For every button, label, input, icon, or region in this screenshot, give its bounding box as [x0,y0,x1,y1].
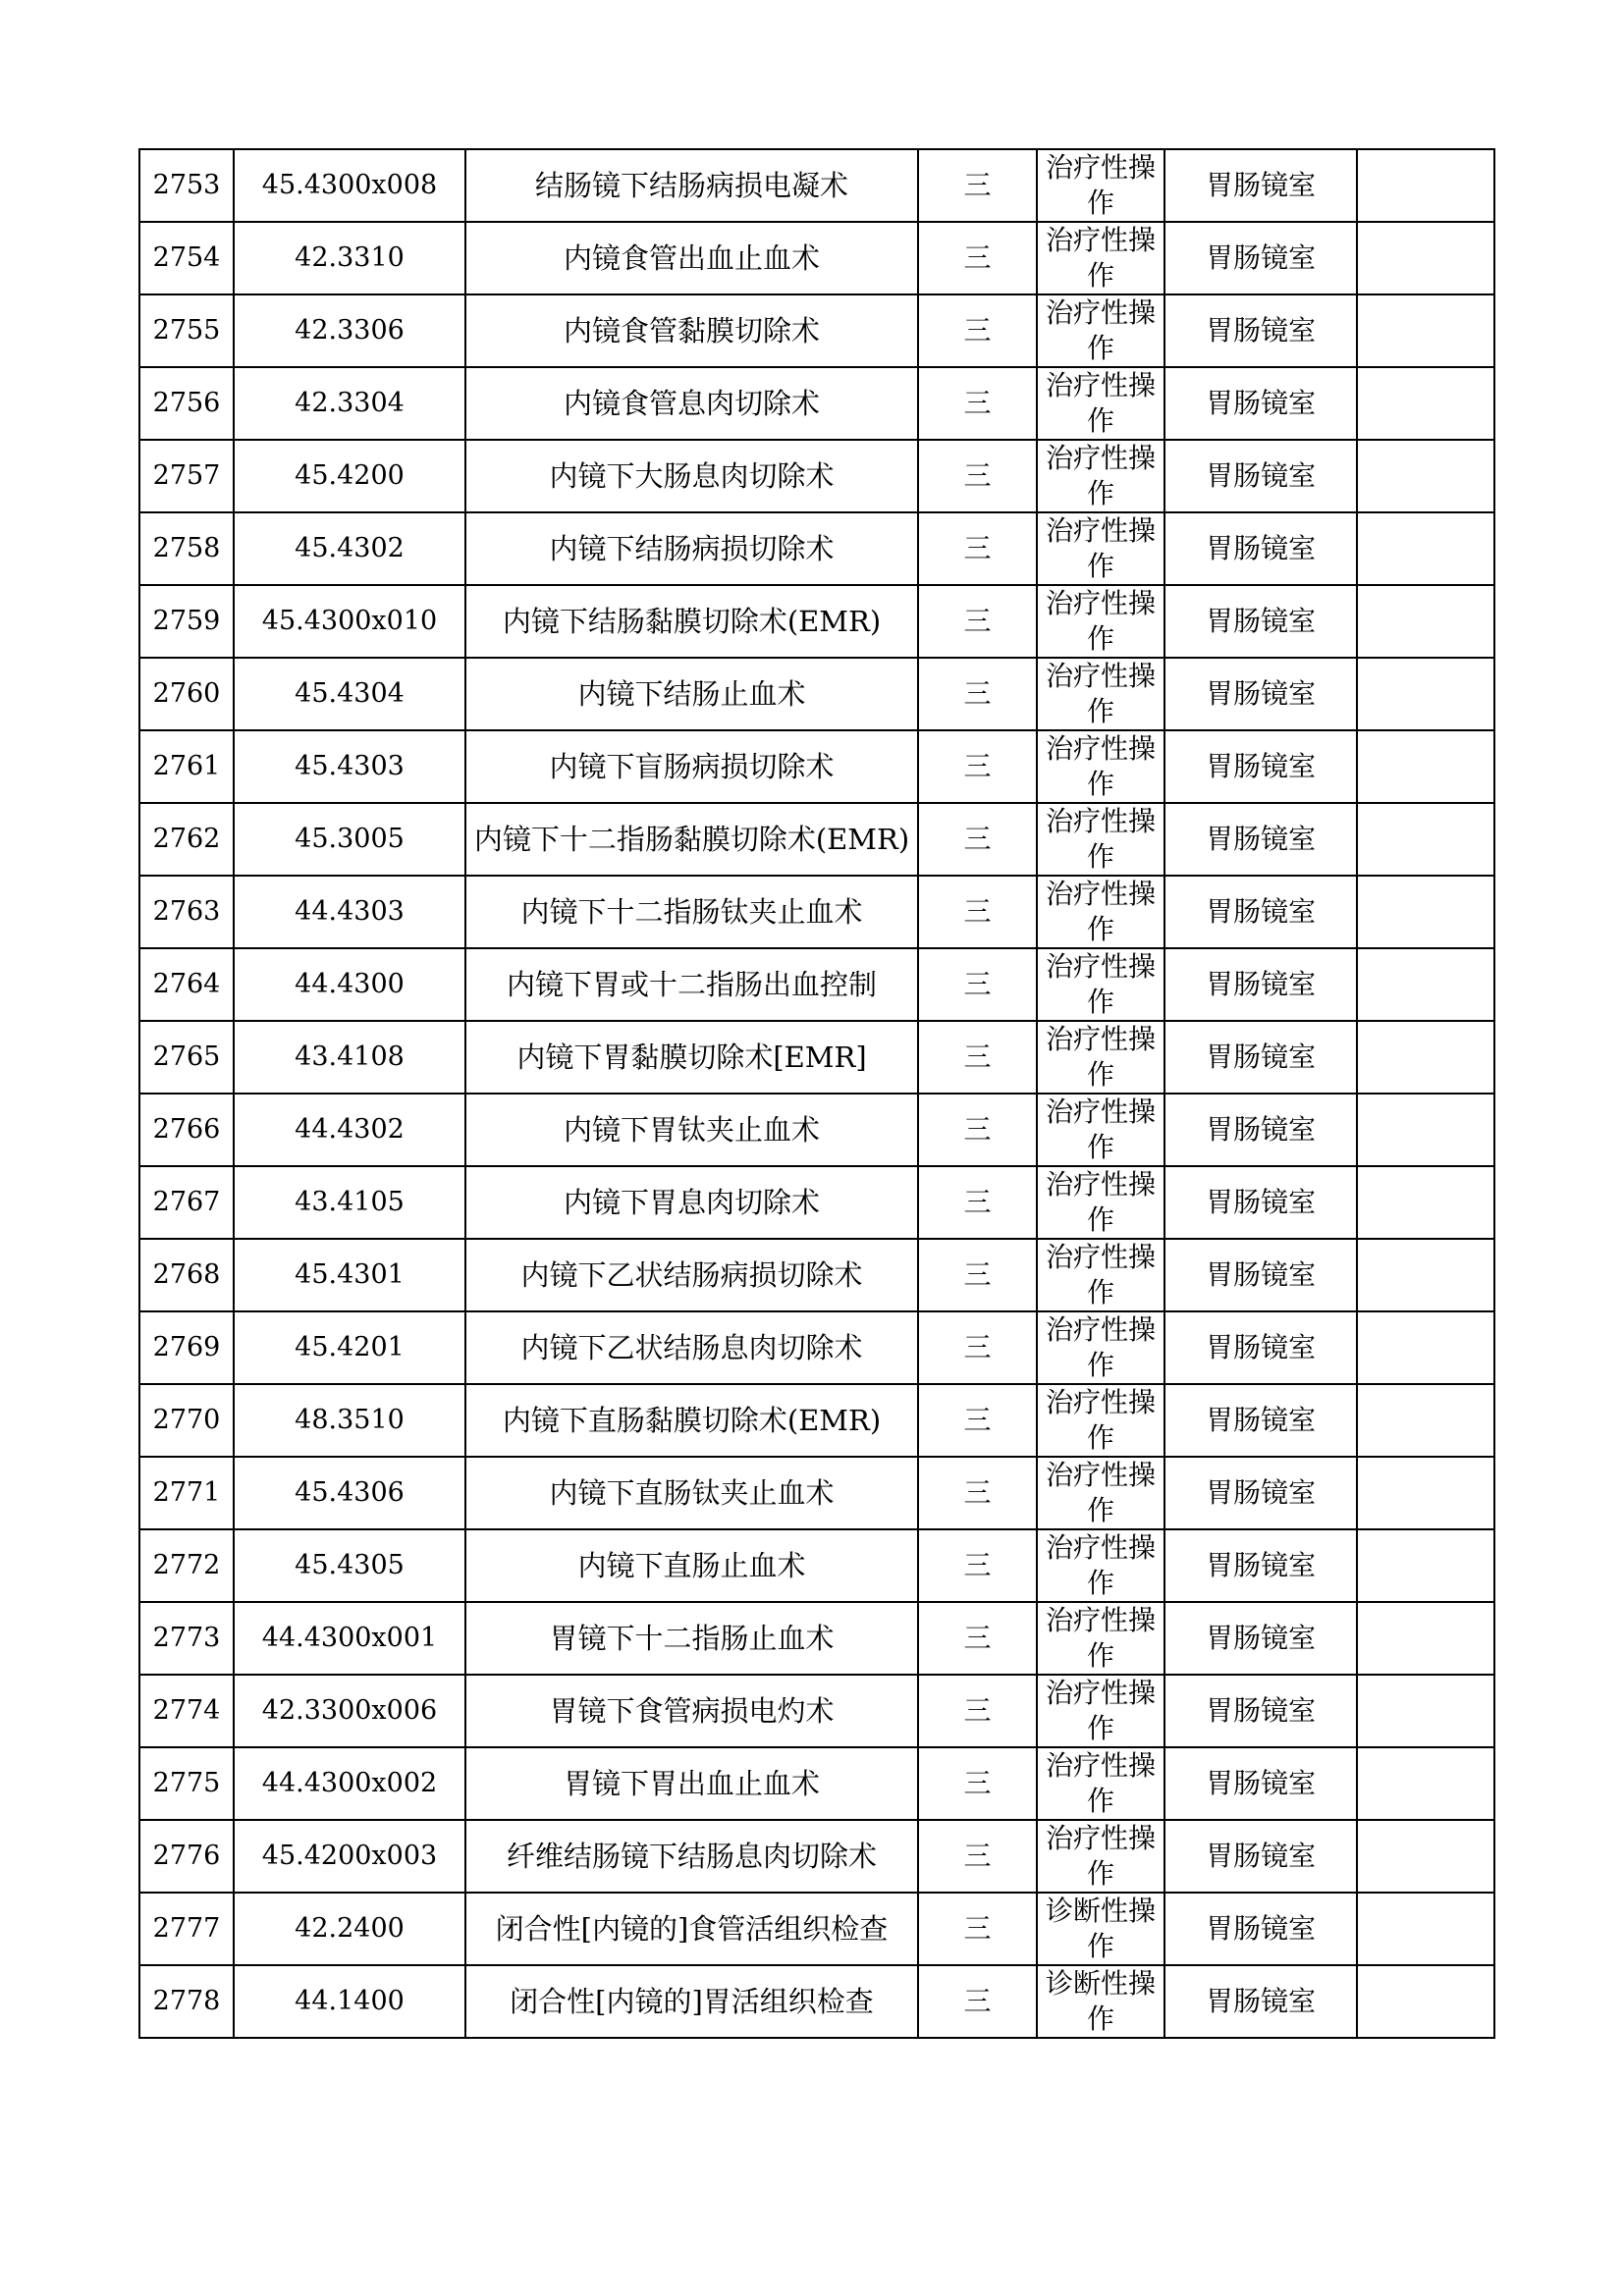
procedure-name-cell: 内镜下胃或十二指肠出血控制 [465,948,918,1021]
procedure-code-cell: 44.4300 [234,948,465,1021]
department-cell: 胃肠镜室 [1164,1457,1357,1529]
row-number-cell: 2773 [139,1602,234,1675]
procedure-code-cell: 45.4303 [234,730,465,803]
procedure-category-cell: 治疗性操作 [1037,948,1164,1021]
department-cell: 胃肠镜室 [1164,1021,1357,1094]
remark-cell [1357,1094,1494,1166]
table-row [139,1094,1494,1166]
procedure-category-cell: 治疗性操作 [1037,367,1164,440]
department-cell: 胃肠镜室 [1164,803,1357,876]
procedure-name-cell: 胃镜下食管病损电灼术 [465,1675,918,1747]
remark-cell [1357,1747,1494,1820]
row-number-cell: 2755 [139,294,234,367]
procedure-grade-cell: 三 [918,1311,1037,1384]
remark-cell [1357,803,1494,876]
procedure-name-cell: 内镜下胃黏膜切除术[EMR] [465,1021,918,1094]
procedure-code-cell: 45.4306 [234,1457,465,1529]
department-cell: 胃肠镜室 [1164,658,1357,730]
table-row [139,1457,1494,1529]
procedure-grade-cell: 三 [918,1021,1037,1094]
procedure-grade-cell: 三 [918,1820,1037,1893]
department-cell: 胃肠镜室 [1164,1747,1357,1820]
remark-cell [1357,1893,1494,1965]
procedure-name-cell: 内镜下乙状结肠息肉切除术 [465,1311,918,1384]
procedure-category-cell: 治疗性操作 [1037,1457,1164,1529]
procedure-code-cell: 45.3005 [234,803,465,876]
procedure-category-cell: 治疗性操作 [1037,658,1164,730]
remark-cell [1357,876,1494,948]
procedure-code-cell: 45.4302 [234,512,465,585]
procedure-grade-cell: 三 [918,658,1037,730]
department-cell: 胃肠镜室 [1164,1820,1357,1893]
procedure-grade-cell: 三 [918,222,1037,294]
procedure-grade-cell: 三 [918,1166,1037,1239]
remark-cell [1357,1820,1494,1893]
department-cell: 胃肠镜室 [1164,1529,1357,1602]
procedure-grade-cell: 三 [918,1893,1037,1965]
table-body [139,149,1494,2038]
procedure-code-cell: 42.2400 [234,1893,465,1965]
procedure-code-cell: 44.4300x002 [234,1747,465,1820]
table-row [139,1602,1494,1675]
procedure-grade-cell: 三 [918,585,1037,658]
table-row [139,512,1494,585]
procedure-code-cell: 44.4303 [234,876,465,948]
table-row [139,1893,1494,1965]
row-number-cell: 2762 [139,803,234,876]
department-cell: 胃肠镜室 [1164,1965,1357,2038]
row-number-cell: 2769 [139,1311,234,1384]
table-row [139,440,1494,512]
procedure-code-cell: 44.1400 [234,1965,465,2038]
row-number-cell: 2775 [139,1747,234,1820]
procedure-name-cell: 内镜下胃钛夹止血术 [465,1094,918,1166]
remark-cell [1357,1384,1494,1457]
procedure-name-cell: 内镜下胃息肉切除术 [465,1166,918,1239]
table-row [139,294,1494,367]
procedure-code-cell: 42.3304 [234,367,465,440]
procedure-code-cell: 44.4300x001 [234,1602,465,1675]
table-row [139,876,1494,948]
procedure-category-cell: 治疗性操作 [1037,222,1164,294]
row-number-cell: 2754 [139,222,234,294]
table-row [139,1239,1494,1311]
table-row [139,1529,1494,1602]
department-cell: 胃肠镜室 [1164,1094,1357,1166]
table-row [139,1166,1494,1239]
procedure-grade-cell: 三 [918,876,1037,948]
procedure-category-cell: 诊断性操作 [1037,1965,1164,2038]
department-cell: 胃肠镜室 [1164,1311,1357,1384]
department-cell: 胃肠镜室 [1164,1166,1357,1239]
remark-cell [1357,1529,1494,1602]
row-number-cell: 2761 [139,730,234,803]
procedure-category-cell: 治疗性操作 [1037,1747,1164,1820]
row-number-cell: 2771 [139,1457,234,1529]
procedure-grade-cell: 三 [918,1457,1037,1529]
procedure-grade-cell: 三 [918,440,1037,512]
procedure-category-cell: 治疗性操作 [1037,294,1164,367]
remark-cell [1357,440,1494,512]
row-number-cell: 2778 [139,1965,234,2038]
table-row [139,1675,1494,1747]
procedure-code-cell: 45.4305 [234,1529,465,1602]
table-row [139,1384,1494,1457]
procedure-name-cell: 胃镜下胃出血止血术 [465,1747,918,1820]
remark-cell [1357,585,1494,658]
procedure-category-cell: 治疗性操作 [1037,440,1164,512]
table-row [139,803,1494,876]
remark-cell [1357,367,1494,440]
remark-cell [1357,1311,1494,1384]
procedure-code-cell: 45.4300x008 [234,149,465,222]
department-cell: 胃肠镜室 [1164,948,1357,1021]
procedure-name-cell: 内镜下直肠黏膜切除术(EMR) [465,1384,918,1457]
procedure-grade-cell: 三 [918,730,1037,803]
procedure-name-cell: 内镜下结肠病损切除术 [465,512,918,585]
procedure-category-cell: 治疗性操作 [1037,1239,1164,1311]
procedure-grade-cell: 三 [918,294,1037,367]
procedure-name-cell: 胃镜下十二指肠止血术 [465,1602,918,1675]
table-row [139,1311,1494,1384]
procedure-category-cell: 治疗性操作 [1037,1094,1164,1166]
procedure-name-cell: 内镜下十二指肠钛夹止血术 [465,876,918,948]
row-number-cell: 2774 [139,1675,234,1747]
department-cell: 胃肠镜室 [1164,1675,1357,1747]
procedure-name-cell: 闭合性[内镜的]胃活组织检查 [465,1965,918,2038]
department-cell: 胃肠镜室 [1164,1239,1357,1311]
procedure-name-cell: 内镜下结肠黏膜切除术(EMR) [465,585,918,658]
procedure-name-cell: 内镜下结肠止血术 [465,658,918,730]
table-row [139,948,1494,1021]
procedure-name-cell: 内镜下直肠止血术 [465,1529,918,1602]
procedure-grade-cell: 三 [918,1384,1037,1457]
department-cell: 胃肠镜室 [1164,440,1357,512]
procedure-name-cell: 内镜下大肠息肉切除术 [465,440,918,512]
procedure-grade-cell: 三 [918,948,1037,1021]
remark-cell [1357,1675,1494,1747]
procedure-category-cell: 治疗性操作 [1037,1529,1164,1602]
procedure-category-cell: 治疗性操作 [1037,149,1164,222]
procedure-code-cell: 43.4105 [234,1166,465,1239]
procedure-category-cell: 治疗性操作 [1037,1166,1164,1239]
procedure-category-cell: 治疗性操作 [1037,1820,1164,1893]
procedure-category-cell: 治疗性操作 [1037,803,1164,876]
procedure-code-cell: 45.4301 [234,1239,465,1311]
procedure-category-cell: 治疗性操作 [1037,1311,1164,1384]
department-cell: 胃肠镜室 [1164,367,1357,440]
procedure-grade-cell: 三 [918,1094,1037,1166]
procedure-category-cell: 治疗性操作 [1037,730,1164,803]
remark-cell [1357,512,1494,585]
row-number-cell: 2777 [139,1893,234,1965]
remark-cell [1357,1457,1494,1529]
table-row [139,149,1494,222]
procedure-grade-cell: 三 [918,1747,1037,1820]
row-number-cell: 2776 [139,1820,234,1893]
procedure-table [138,148,1495,2039]
procedure-name-cell: 内镜下乙状结肠病损切除术 [465,1239,918,1311]
procedure-grade-cell: 三 [918,512,1037,585]
procedure-grade-cell: 三 [918,1965,1037,2038]
department-cell: 胃肠镜室 [1164,1602,1357,1675]
department-cell: 胃肠镜室 [1164,876,1357,948]
procedure-category-cell: 治疗性操作 [1037,512,1164,585]
procedure-code-cell: 45.4300x010 [234,585,465,658]
procedure-name-cell: 内镜下盲肠病损切除术 [465,730,918,803]
procedure-code-cell: 44.4302 [234,1094,465,1166]
procedure-grade-cell: 三 [918,1602,1037,1675]
procedure-grade-cell: 三 [918,803,1037,876]
table-row [139,1820,1494,1893]
remark-cell [1357,294,1494,367]
procedure-name-cell: 闭合性[内镜的]食管活组织检查 [465,1893,918,1965]
remark-cell [1357,730,1494,803]
remark-cell [1357,1021,1494,1094]
procedure-name-cell: 内镜下十二指肠黏膜切除术(EMR) [465,803,918,876]
procedure-code-cell: 42.3310 [234,222,465,294]
row-number-cell: 2756 [139,367,234,440]
procedure-code-cell: 42.3306 [234,294,465,367]
procedure-code-cell: 43.4108 [234,1021,465,1094]
procedure-grade-cell: 三 [918,1239,1037,1311]
procedure-category-cell: 治疗性操作 [1037,1384,1164,1457]
remark-cell [1357,149,1494,222]
table-row [139,658,1494,730]
department-cell: 胃肠镜室 [1164,730,1357,803]
table-row [139,1965,1494,2038]
remark-cell [1357,1965,1494,2038]
remark-cell [1357,1602,1494,1675]
procedure-category-cell: 治疗性操作 [1037,1602,1164,1675]
row-number-cell: 2763 [139,876,234,948]
row-number-cell: 2757 [139,440,234,512]
department-cell: 胃肠镜室 [1164,1384,1357,1457]
procedure-name-cell: 内镜食管出血止血术 [465,222,918,294]
procedure-name-cell: 纤维结肠镜下结肠息肉切除术 [465,1820,918,1893]
procedure-grade-cell: 三 [918,367,1037,440]
procedure-grade-cell: 三 [918,1529,1037,1602]
row-number-cell: 2753 [139,149,234,222]
table-row [139,1021,1494,1094]
row-number-cell: 2758 [139,512,234,585]
procedure-category-cell: 治疗性操作 [1037,1675,1164,1747]
table-row [139,367,1494,440]
remark-cell [1357,222,1494,294]
table-row [139,222,1494,294]
procedure-category-cell: 治疗性操作 [1037,876,1164,948]
procedure-category-cell: 治疗性操作 [1037,1021,1164,1094]
row-number-cell: 2766 [139,1094,234,1166]
procedure-code-cell: 45.4200 [234,440,465,512]
procedure-name-cell: 结肠镜下结肠病损电凝术 [465,149,918,222]
department-cell: 胃肠镜室 [1164,1893,1357,1965]
procedure-code-cell: 45.4201 [234,1311,465,1384]
table-row [139,730,1494,803]
procedure-category-cell: 治疗性操作 [1037,585,1164,658]
procedure-category-cell: 诊断性操作 [1037,1893,1164,1965]
row-number-cell: 2759 [139,585,234,658]
row-number-cell: 2764 [139,948,234,1021]
row-number-cell: 2767 [139,1166,234,1239]
procedure-code-cell: 45.4200x003 [234,1820,465,1893]
procedure-name-cell: 内镜下直肠钛夹止血术 [465,1457,918,1529]
remark-cell [1357,948,1494,1021]
row-number-cell: 2768 [139,1239,234,1311]
row-number-cell: 2765 [139,1021,234,1094]
row-number-cell: 2760 [139,658,234,730]
procedure-grade-cell: 三 [918,1675,1037,1747]
procedure-grade-cell: 三 [918,149,1037,222]
procedure-name-cell: 内镜食管黏膜切除术 [465,294,918,367]
remark-cell [1357,658,1494,730]
procedure-code-cell: 48.3510 [234,1384,465,1457]
procedure-name-cell: 内镜食管息肉切除术 [465,367,918,440]
row-number-cell: 2772 [139,1529,234,1602]
department-cell: 胃肠镜室 [1164,585,1357,658]
department-cell: 胃肠镜室 [1164,222,1357,294]
procedure-code-cell: 45.4304 [234,658,465,730]
table-row [139,585,1494,658]
remark-cell [1357,1239,1494,1311]
department-cell: 胃肠镜室 [1164,149,1357,222]
procedure-code-cell: 42.3300x006 [234,1675,465,1747]
row-number-cell: 2770 [139,1384,234,1457]
department-cell: 胃肠镜室 [1164,512,1357,585]
remark-cell [1357,1166,1494,1239]
department-cell: 胃肠镜室 [1164,294,1357,367]
table-row [139,1747,1494,1820]
